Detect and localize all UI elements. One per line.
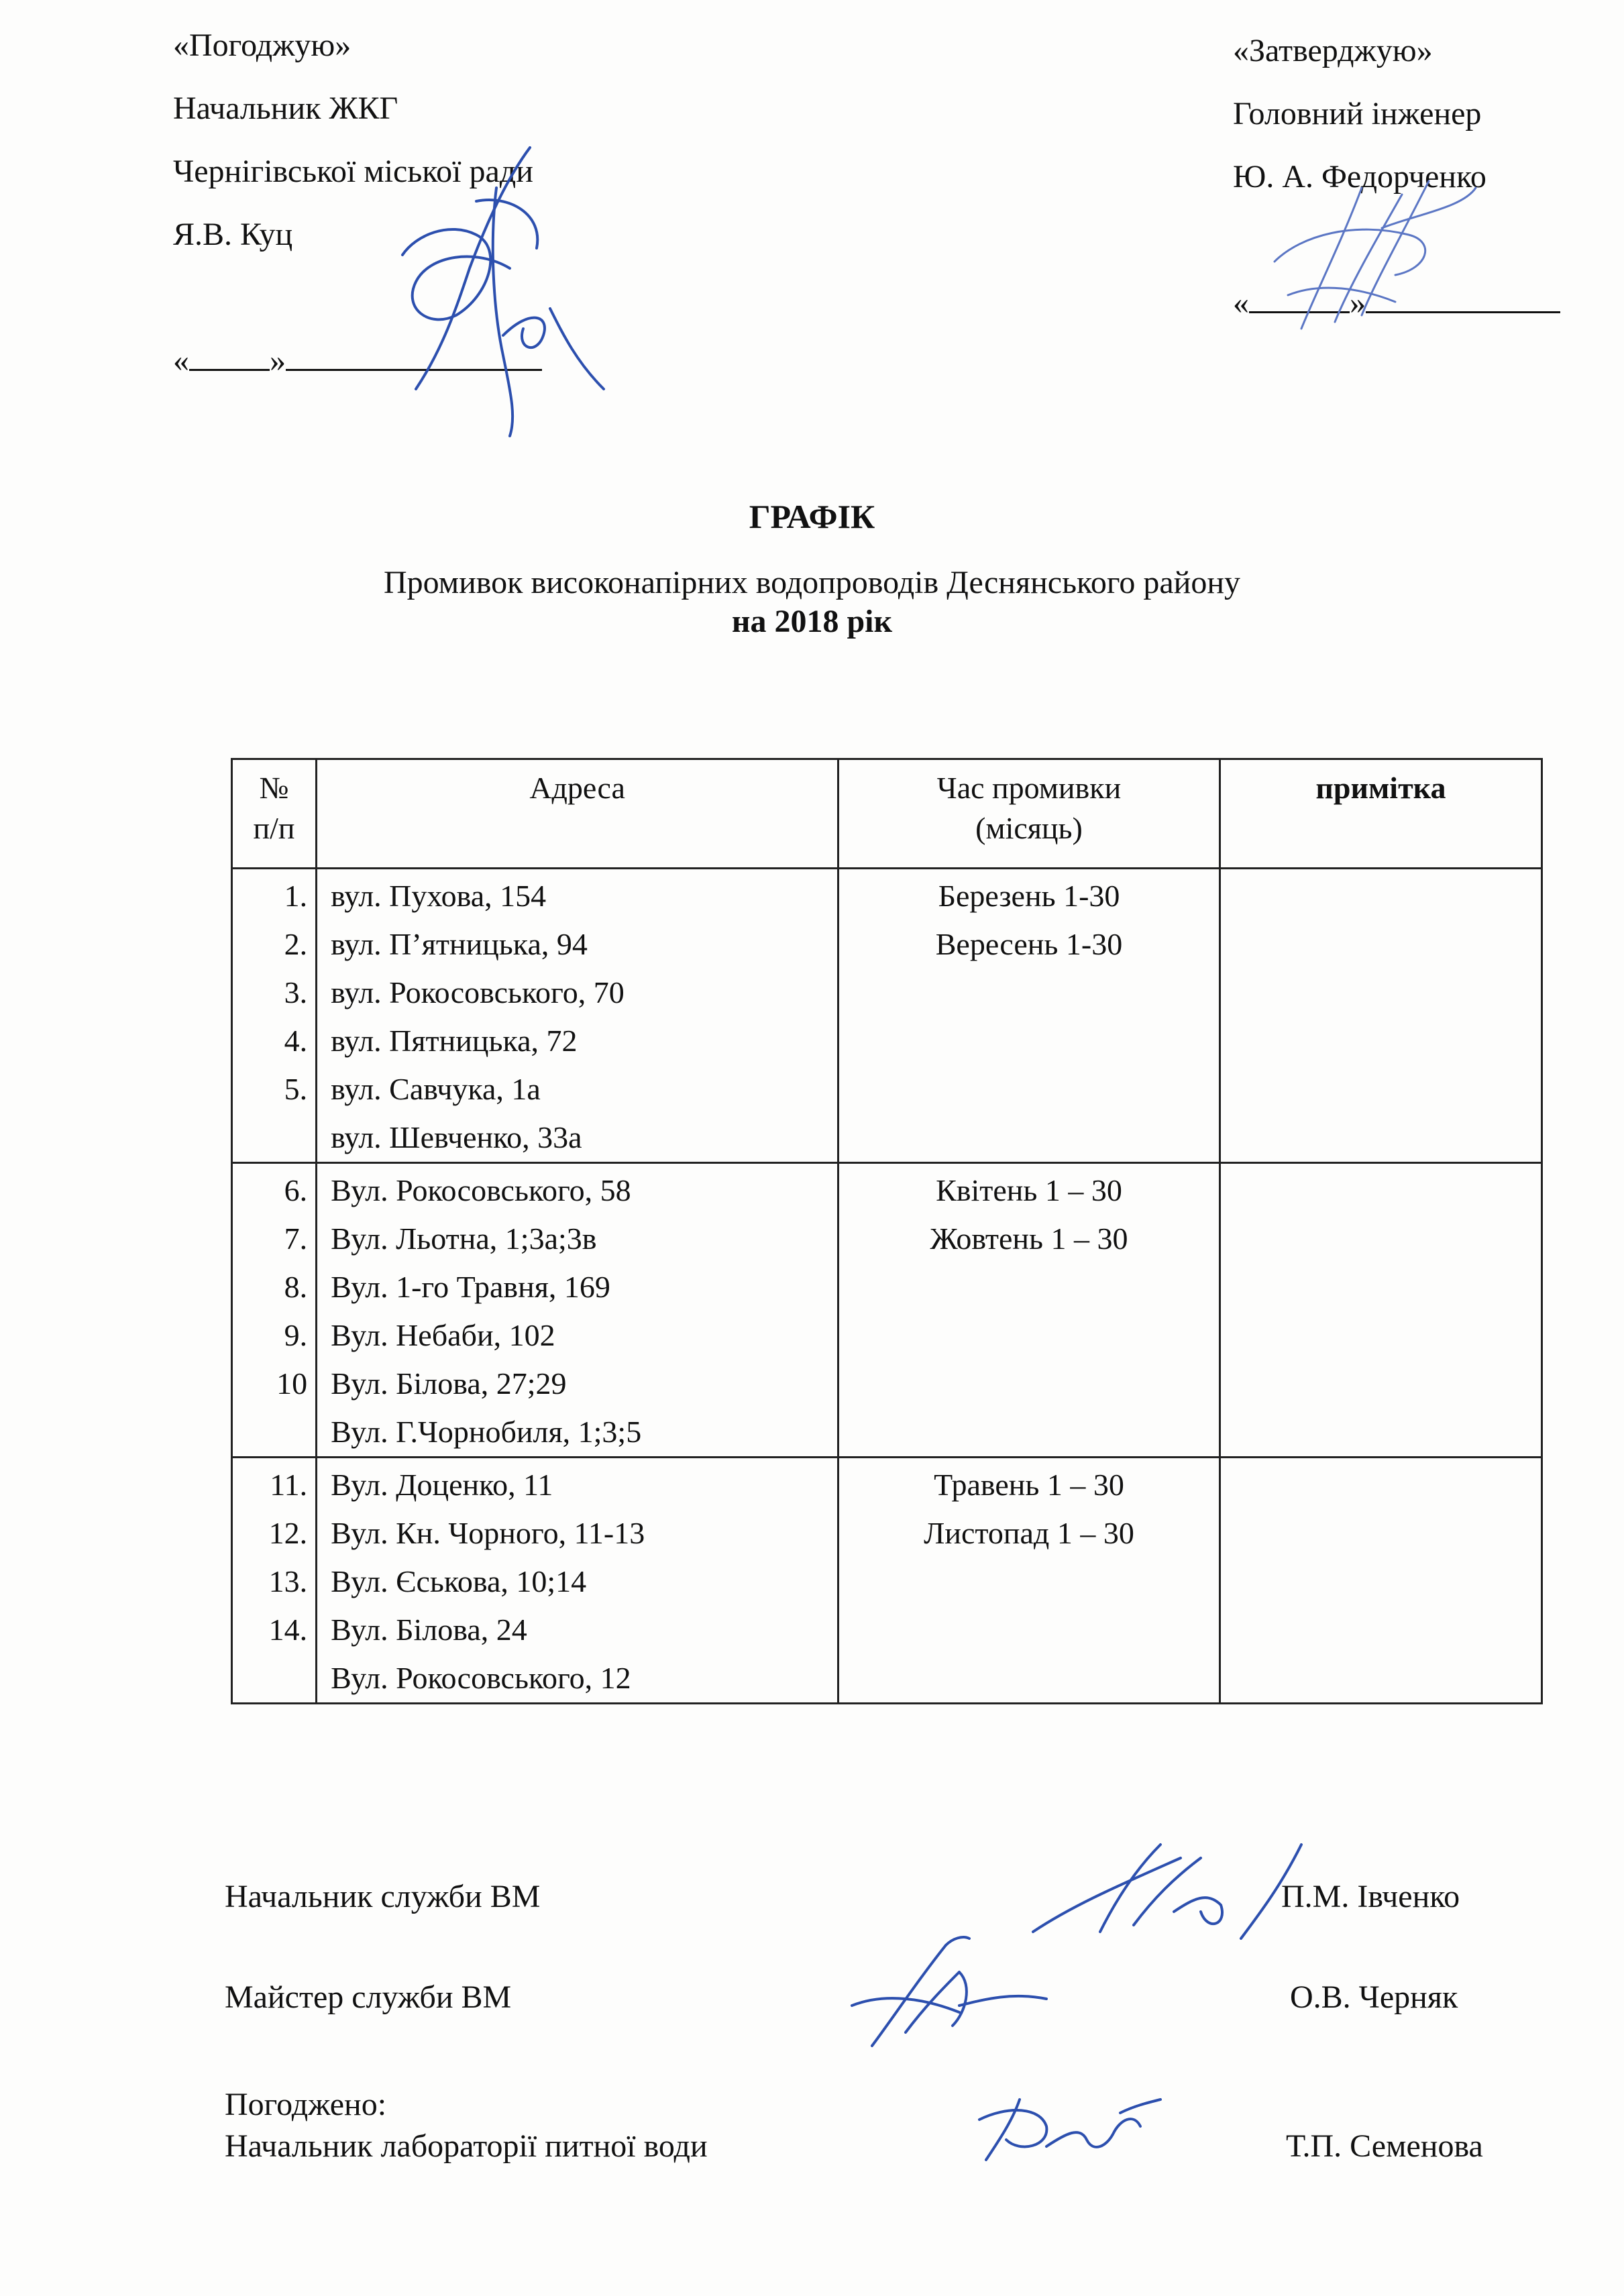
signature-right-image: [1261, 161, 1482, 349]
signer-role: Начальник лабораторії питної води: [225, 2128, 708, 2164]
address: Вул. Г.Чорнобиля, 1;3;5: [331, 1415, 642, 1449]
flush-period: Жовтень 1 – 30: [930, 1221, 1128, 1256]
row-number: 4.: [284, 1024, 308, 1058]
signer-name: Т.П. Семенова: [1286, 2128, 1483, 2164]
address: вул. Пятницька, 72: [331, 1024, 578, 1058]
header-number: [232, 759, 317, 869]
address: вул. Шевченко, 33а: [331, 1120, 582, 1154]
address: вул. Пухова, 154: [331, 879, 547, 913]
row-note: [1220, 1163, 1541, 1458]
row-number: 11.: [270, 1468, 308, 1502]
agreed-text: Погоджено:: [225, 2087, 387, 2122]
address: Вул. Рокосовського, 12: [331, 1661, 631, 1695]
row-number: 3.: [284, 975, 308, 1009]
date-quote-close: »: [1350, 285, 1366, 321]
address: Вул. Єськова, 10;14: [331, 1564, 587, 1598]
signer-role: Начальник служби ВМ: [225, 1879, 541, 1914]
signer-name: О.В. Черняк: [1290, 1979, 1458, 2015]
document-year: на 2018 рік: [731, 604, 893, 639]
address: вул. Рокосовського, 70: [331, 975, 625, 1009]
signature-chief-image: [1020, 1831, 1315, 1959]
address: Вул. Доценко, 11: [331, 1468, 553, 1502]
address: Вул. 1-го Травня, 169: [331, 1270, 610, 1304]
date-day-blank: [189, 342, 270, 371]
row-number: 13.: [268, 1564, 308, 1598]
address: Вул. Білова, 27;29: [331, 1366, 567, 1401]
row-number: 8.: [284, 1270, 308, 1304]
row-numbers: [232, 1163, 317, 1458]
row-number: [233, 1408, 307, 1456]
document-subtitle: Промивок високонапірних водопроводів Деснянського району: [383, 565, 1241, 600]
approval-left-name: Я.В. Куц: [173, 217, 293, 252]
flush-period: Листопад 1 – 30: [924, 1516, 1134, 1550]
header-time-line1: Час промивки: [936, 771, 1122, 805]
row-numbers: [232, 1458, 317, 1704]
flush-period: Березень 1-30: [938, 879, 1120, 913]
flush-period: Травень 1 – 30: [934, 1468, 1124, 1502]
row-number: 14.: [268, 1612, 308, 1647]
address: вул. Савчука, 1а: [331, 1072, 541, 1106]
row-number: 2.: [284, 927, 308, 961]
address: Вул. Небаби, 102: [331, 1318, 555, 1352]
signer-role: Майстер служби ВМ: [225, 1979, 512, 2015]
row-number: 5.: [284, 1072, 308, 1106]
row-number: 12.: [268, 1516, 308, 1550]
row-number: 1.: [284, 879, 308, 913]
table-row: [232, 1163, 1542, 1458]
header-note: примітка: [1220, 759, 1541, 869]
date-quote-close: »: [270, 343, 286, 378]
row-number: 7.: [284, 1221, 308, 1256]
row-addresses: [317, 869, 838, 1163]
table-row: [232, 869, 1542, 1163]
header-address: Адреса: [317, 759, 838, 869]
signature-lab-image: [966, 2086, 1167, 2173]
row-note: [1220, 869, 1541, 1163]
approval-left-label: «Погоджую»: [173, 28, 351, 63]
date-quote-open: «: [1233, 285, 1249, 321]
approval-right-name: Ю. А. Федорченко: [1233, 159, 1486, 195]
row-number: 6.: [284, 1173, 308, 1207]
signature-master-image: [845, 1918, 1053, 2059]
table-header-row: [232, 759, 1542, 869]
flush-period: Квітень 1 – 30: [936, 1173, 1122, 1207]
row-number: [233, 1654, 307, 1702]
row-times: [838, 1458, 1220, 1704]
header-time-line2: (місяць): [975, 811, 1083, 845]
row-addresses: [317, 1458, 838, 1704]
address: Вул. Рокосовського, 58: [331, 1173, 631, 1207]
signer-name: П.М. Івченко: [1281, 1879, 1460, 1914]
address: вул. П’ятницька, 94: [331, 927, 588, 961]
signature-left-image: [376, 134, 617, 443]
header-number-line1: №: [259, 771, 289, 805]
approval-right-position: Головний інженер: [1233, 96, 1482, 131]
row-numbers: [232, 869, 317, 1163]
document-title: ГРАФІК: [749, 498, 875, 535]
address: Вул. Льотна, 1;3а;3в: [331, 1221, 597, 1256]
row-number: [233, 1113, 307, 1162]
row-addresses: [317, 1163, 838, 1458]
approval-right-label: «Затверджую»: [1233, 33, 1433, 68]
flush-period: Вересень 1-30: [935, 927, 1123, 961]
header-time: [838, 759, 1220, 869]
row-times: [838, 869, 1220, 1163]
date-quote-open: «: [173, 343, 189, 378]
row-times: [838, 1163, 1220, 1458]
approval-left-position: Начальник ЖКГ: [173, 91, 398, 126]
table-row: [232, 1458, 1542, 1704]
address: Вул. Кн. Чорного, 11-13: [331, 1516, 645, 1550]
address: Вул. Білова, 24: [331, 1612, 527, 1647]
row-number: 9.: [284, 1318, 308, 1352]
approval-left-organization: Чернігівської міської ради: [173, 154, 533, 189]
row-note: [1220, 1458, 1541, 1704]
row-number: 10: [276, 1366, 308, 1401]
header-number-line2: п/п: [253, 811, 295, 845]
document-heading: [0, 496, 1624, 641]
schedule-table: [231, 758, 1543, 1704]
